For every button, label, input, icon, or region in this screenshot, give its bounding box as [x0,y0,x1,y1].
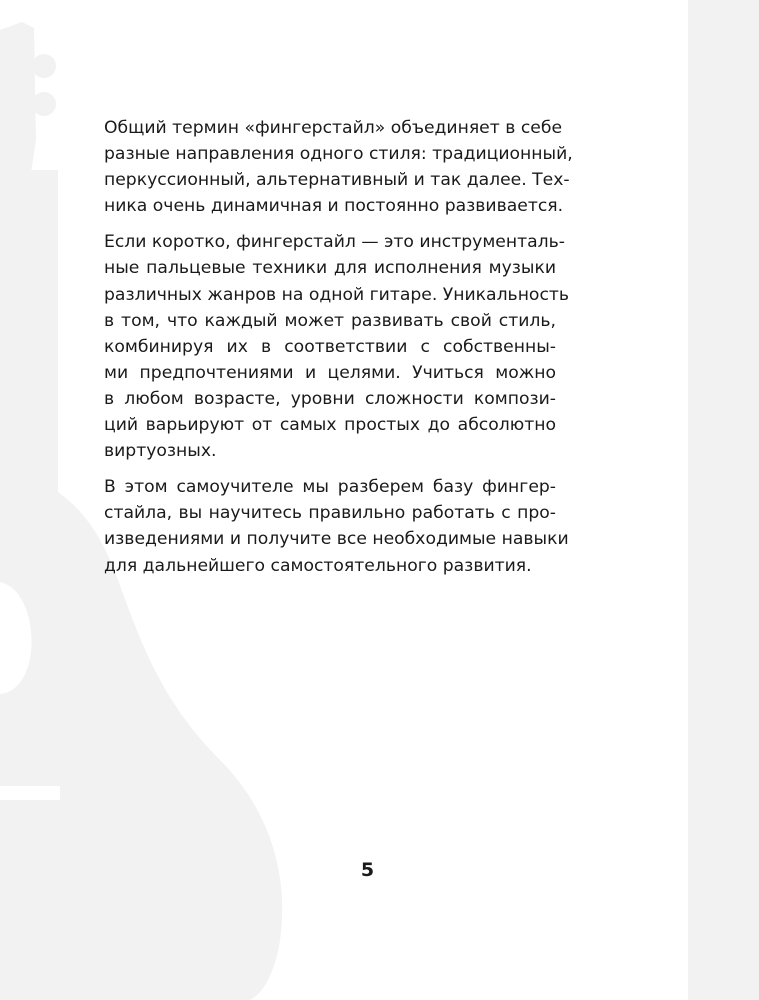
paragraph [104,474,569,578]
text-line: для дальнейшего самостоятельного развития. [104,555,532,576]
text-line: ные пальцевые техники для исполнения музыки [104,258,556,279]
text-line: комбинируя их в соответствии с собственны- [104,336,556,357]
text-line: виртуозных. [104,441,217,462]
paragraph [104,115,573,219]
text-line: ми предпочтениями и целями. Учиться можно [104,362,556,383]
paragraph [104,229,570,464]
body-text [104,115,573,589]
text-line: Если коротко, фингерстайл — это инструменталь- [104,232,565,253]
text-line: различных жанров на одной гитаре. Уникальность [104,284,570,305]
page-margin-strip [688,0,759,1000]
text-line: изведениями и получите все необходимые навыки [104,529,569,550]
text-line: в том, что каждый может развивать свой стиль, [104,310,556,331]
page-number: 5 [360,859,375,881]
text-line: В этом самоучителе мы разберем базу фингер- [104,477,556,498]
text-line: перкуссионный, альтернативный и так далее. Тех- [104,170,570,191]
text-line: ника очень динамичная и постоянно развивается. [104,196,564,217]
text-line: разные направления одного стиля: традиционный, [104,144,573,165]
text-line: ций варьируют от самых простых до абсолютно [104,415,556,436]
text-line: стайла, вы научитесь правильно работать с про- [104,503,556,524]
text-line: в любом возрасте, уровни сложности компози- [104,388,556,409]
text-line: Общий термин «фингерстайл» объединяет в себе [104,118,563,138]
